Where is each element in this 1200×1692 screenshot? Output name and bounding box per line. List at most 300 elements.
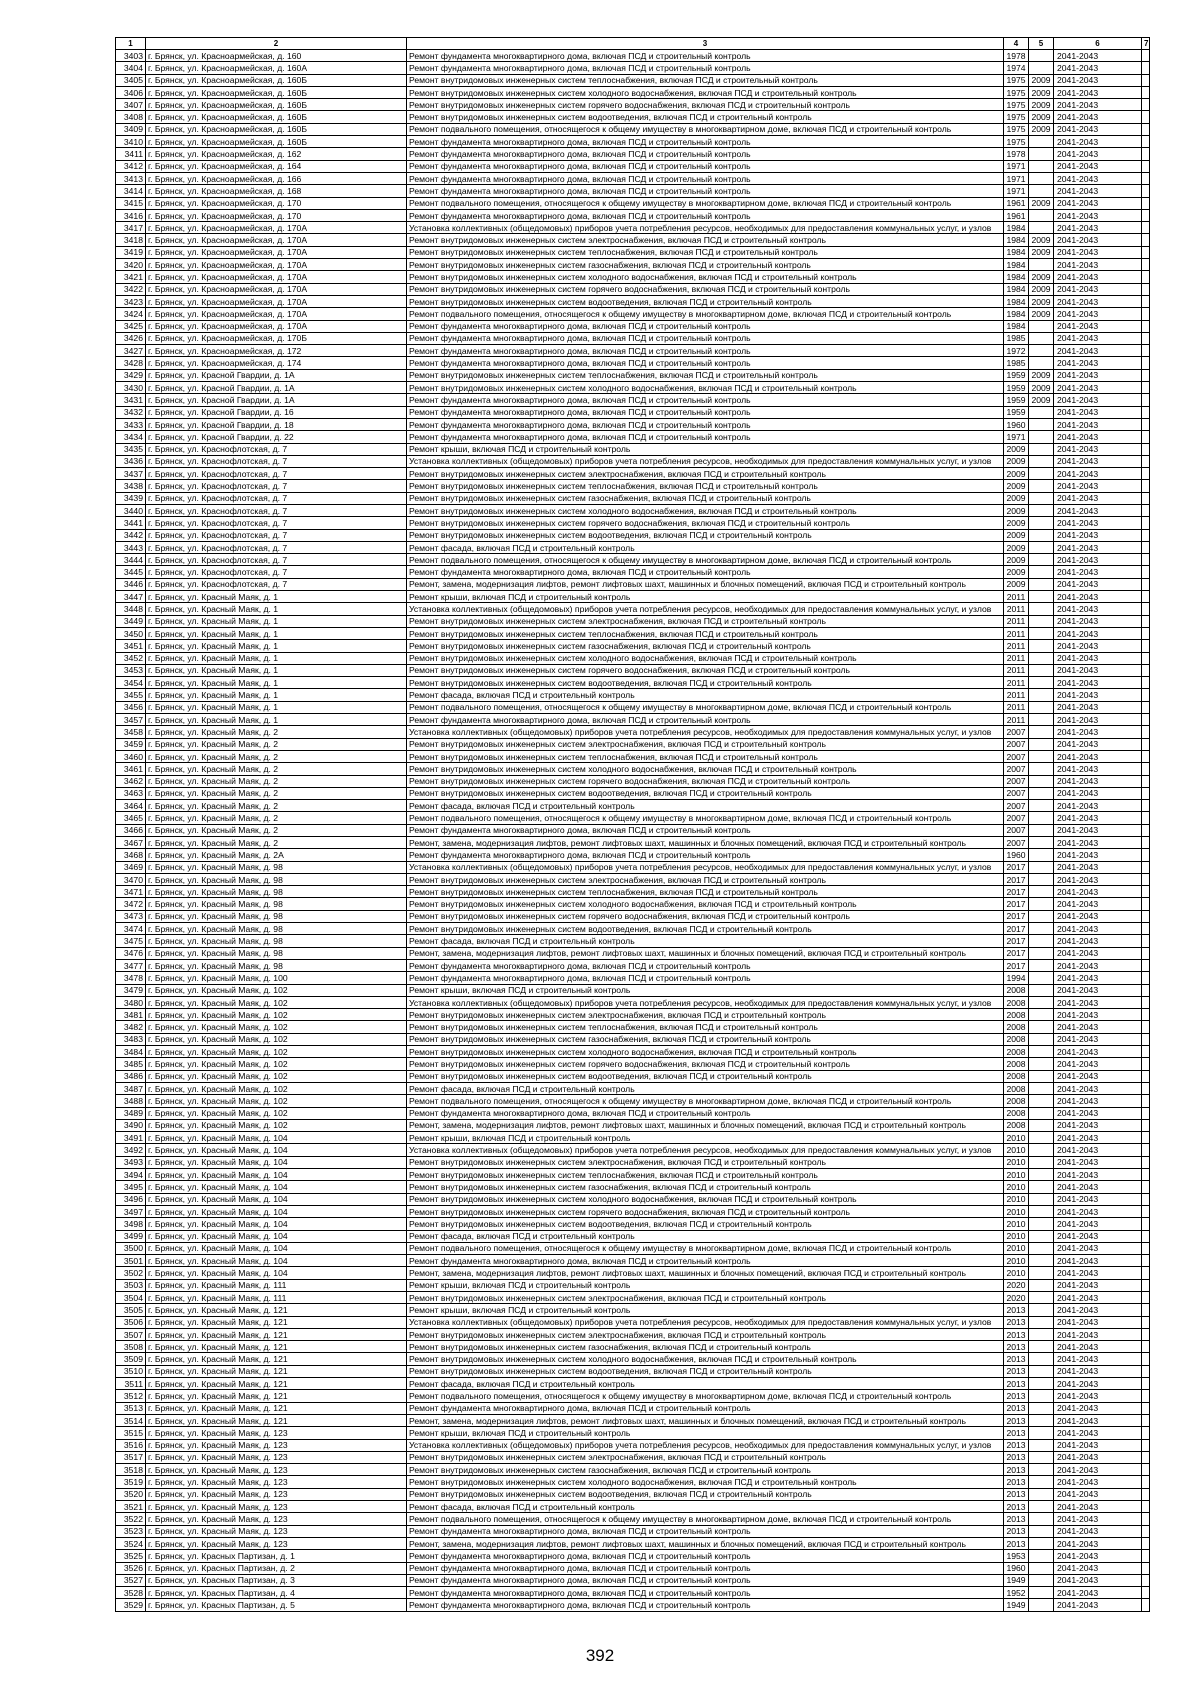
empty-cell [1142,972,1150,984]
year-repair-cell [1029,1488,1054,1500]
row-number-cell: 3528 [116,1587,146,1599]
row-number-cell: 3459 [116,738,146,750]
planned-period-cell: 2041-2043 [1054,259,1142,271]
row-number-cell: 3499 [116,1230,146,1242]
table-row [116,763,1150,775]
address-cell: г. Брянск, ул. Красный Маяк, д. 104 [146,1169,407,1181]
address-cell: г. Брянск, ул. Красный Маяк, д. 102 [146,1119,407,1131]
table-row [116,566,1150,578]
row-number-cell: 3451 [116,640,146,652]
empty-cell [1142,86,1150,98]
empty-cell [1142,197,1150,209]
year-repair-cell [1029,750,1054,762]
planned-period-cell: 2041-2043 [1054,554,1142,566]
empty-cell [1142,1550,1150,1562]
address-cell: г. Брянск, ул. Красный Маяк, д. 102 [146,1095,407,1107]
row-number-cell: 3413 [116,172,146,184]
work-type-cell: Ремонт фундамента многоквартирного дома, включая ПСД и строительный контроль [407,62,1004,74]
row-number-cell: 3527 [116,1574,146,1586]
row-number-cell: 3491 [116,1132,146,1144]
empty-cell [1142,750,1150,762]
empty-cell [1142,1033,1150,1045]
year-built-cell: 1971 [1004,185,1029,197]
col-header-2: 2 [146,38,407,50]
work-type-cell: Ремонт внутридомовых инженерных систем холодного водоснабжения, включая ПСД и строительный контроль [407,1193,1004,1205]
work-type-cell: Ремонт фундамента многоквартирного дома, включая ПСД и строительный контроль [407,332,1004,344]
col-header-4: 4 [1004,38,1029,50]
year-repair-cell [1029,1562,1054,1574]
year-repair-cell: 2009 [1029,234,1054,246]
address-cell: г. Брянск, ул. Красный Маяк, д. 104 [146,1242,407,1254]
work-type-cell: Ремонт фундамента многоквартирного дома, включая ПСД и строительный контроль [407,714,1004,726]
row-number-cell: 3466 [116,824,146,836]
year-built-cell: 2011 [1004,701,1029,713]
work-type-cell: Ремонт крыши, включая ПСД и строительный контроль [407,443,1004,455]
table-row [116,86,1150,98]
work-type-cell: Установка коллективных (общедомовых) приборов учета потребления ресурсов, необходимых для предоставления коммунальных услуг, и узлов [407,1316,1004,1328]
empty-cell [1142,873,1150,885]
address-cell: г. Брянск, ул. Красный Маяк, д. 98 [146,886,407,898]
row-number-cell: 3511 [116,1378,146,1390]
empty-cell [1142,1414,1150,1426]
row-number-cell: 3487 [116,1082,146,1094]
year-built-cell: 2017 [1004,947,1029,959]
address-cell: г. Брянск, ул. Красной Гвардии, д. 18 [146,418,407,430]
empty-cell [1142,345,1150,357]
row-number-cell: 3415 [116,197,146,209]
row-number-cell: 3464 [116,800,146,812]
year-repair-cell [1029,578,1054,590]
planned-period-cell: 2041-2043 [1054,123,1142,135]
empty-cell [1142,1205,1150,1217]
year-built-cell: 2011 [1004,603,1029,615]
row-number-cell: 3430 [116,382,146,394]
empty-cell [1142,554,1150,566]
address-cell: г. Брянск, ул. Красный Маяк, д. 1 [146,701,407,713]
planned-period-cell: 2041-2043 [1054,209,1142,221]
planned-period-cell: 2041-2043 [1054,627,1142,639]
empty-cell [1142,898,1150,910]
work-type-cell: Ремонт подвального помещения, относящегося к общему имуществу в многоквартирном доме, включая ПСД и строительный контроль [407,1095,1004,1107]
table-row [116,1070,1150,1082]
year-built-cell: 2013 [1004,1476,1029,1488]
row-number-cell: 3443 [116,541,146,553]
planned-period-cell: 2041-2043 [1054,615,1142,627]
year-repair-cell [1029,1451,1054,1463]
empty-cell [1142,541,1150,553]
address-cell: г. Брянск, ул. Красный Маяк, д. 102 [146,1058,407,1070]
table-row [116,1144,1150,1156]
year-repair-cell [1029,1082,1054,1094]
row-number-cell: 3442 [116,529,146,541]
year-built-cell: 2020 [1004,1291,1029,1303]
work-type-cell: Ремонт внутридомовых инженерных систем водоотведения, включая ПСД и строительный контроль [407,529,1004,541]
planned-period-cell: 2041-2043 [1054,824,1142,836]
planned-period-cell: 2041-2043 [1054,1291,1142,1303]
empty-cell [1142,1365,1150,1377]
empty-cell [1142,74,1150,86]
row-number-cell: 3488 [116,1095,146,1107]
work-type-cell: Ремонт, замена, модернизация лифтов, ремонт лифтовых шахт, машинных и блочных помещений, включая ПСД и строительный контроль [407,837,1004,849]
year-built-cell: 2011 [1004,615,1029,627]
planned-period-cell: 2041-2043 [1054,750,1142,762]
year-repair-cell [1029,1525,1054,1537]
address-cell: г. Брянск, ул. Красный Маяк, д. 1 [146,640,407,652]
row-number-cell: 3524 [116,1537,146,1549]
table-row [116,996,1150,1008]
table-row [116,1033,1150,1045]
work-type-cell: Ремонт внутридомовых инженерных систем горячего водоснабжения, включая ПСД и строительный контроль [407,1205,1004,1217]
year-repair-cell [1029,1402,1054,1414]
empty-cell [1142,1242,1150,1254]
empty-cell [1142,382,1150,394]
year-built-cell: 2013 [1004,1378,1029,1390]
address-cell: г. Брянск, ул. Красных Партизан, д. 5 [146,1599,407,1611]
row-number-cell: 3517 [116,1451,146,1463]
work-type-cell: Ремонт подвального помещения, относящегося к общему имуществу в многоквартирном доме, включая ПСД и строительный контроль [407,812,1004,824]
year-repair-cell [1029,1242,1054,1254]
address-cell: г. Брянск, ул. Красноармейская, д. 170А [146,222,407,234]
planned-period-cell: 2041-2043 [1054,1046,1142,1058]
table-row [116,861,1150,873]
year-repair-cell [1029,1058,1054,1070]
address-cell: г. Брянск, ул. Красный Маяк, д. 1 [146,689,407,701]
planned-period-cell: 2041-2043 [1054,160,1142,172]
planned-period-cell: 2041-2043 [1054,935,1142,947]
planned-period-cell: 2041-2043 [1054,763,1142,775]
table-row [116,541,1150,553]
work-type-cell: Ремонт фундамента многоквартирного дома, включая ПСД и строительный контроль [407,357,1004,369]
empty-cell [1142,1562,1150,1574]
empty-cell [1142,1193,1150,1205]
planned-period-cell: 2041-2043 [1054,468,1142,480]
empty-cell [1142,1599,1150,1611]
year-repair-cell [1029,1009,1054,1021]
year-built-cell: 2008 [1004,1082,1029,1094]
planned-period-cell: 2041-2043 [1054,1476,1142,1488]
planned-period-cell: 2041-2043 [1054,295,1142,307]
row-number-cell: 3426 [116,332,146,344]
address-cell: г. Брянск, ул. Красный Маяк, д. 2 [146,812,407,824]
address-cell: г. Брянск, ул. Красноармейская, д. 160Б [146,86,407,98]
table-row [116,345,1150,357]
address-cell: г. Брянск, ул. Красноармейская, д. 170А [146,295,407,307]
work-type-cell: Ремонт крыши, включая ПСД и строительный контроль [407,591,1004,603]
empty-cell [1142,714,1150,726]
year-built-cell: 2010 [1004,1267,1029,1279]
row-number-cell: 3502 [116,1267,146,1279]
empty-cell [1142,1255,1150,1267]
year-repair-cell [1029,1107,1054,1119]
empty-cell [1142,824,1150,836]
address-cell: г. Брянск, ул. Красный Маяк, д. 104 [146,1267,407,1279]
address-cell: г. Брянск, ул. Красный Маяк, д. 102 [146,1107,407,1119]
year-built-cell: 2007 [1004,775,1029,787]
year-built-cell: 2009 [1004,468,1029,480]
year-built-cell: 2011 [1004,677,1029,689]
row-number-cell: 3492 [116,1144,146,1156]
year-built-cell: 1994 [1004,972,1029,984]
address-cell: г. Брянск, ул. Красный Маяк, д. 123 [146,1464,407,1476]
work-type-cell: Ремонт внутридомовых инженерных систем электроснабжения, включая ПСД и строительный контроль [407,1291,1004,1303]
year-built-cell: 1984 [1004,271,1029,283]
year-built-cell: 2020 [1004,1279,1029,1291]
planned-period-cell: 2041-2043 [1054,1587,1142,1599]
year-built-cell: 1959 [1004,369,1029,381]
table-row [116,1451,1150,1463]
empty-cell [1142,787,1150,799]
work-type-cell: Ремонт фундамента многоквартирного дома, включая ПСД и строительный контроль [407,1574,1004,1586]
year-repair-cell [1029,1095,1054,1107]
table-row [116,578,1150,590]
year-built-cell: 1984 [1004,234,1029,246]
empty-cell [1142,1218,1150,1230]
row-number-cell: 3523 [116,1525,146,1537]
planned-period-cell: 2041-2043 [1054,62,1142,74]
table-row [116,849,1150,861]
year-built-cell: 2007 [1004,800,1029,812]
planned-period-cell: 2041-2043 [1054,406,1142,418]
work-type-cell: Установка коллективных (общедомовых) приборов учета потребления ресурсов, необходимых для предоставления коммунальных услуг, и узлов [407,1439,1004,1451]
empty-cell [1142,677,1150,689]
year-built-cell: 2010 [1004,1230,1029,1242]
planned-period-cell: 2041-2043 [1054,111,1142,123]
year-built-cell: 2013 [1004,1525,1029,1537]
planned-period-cell: 2041-2043 [1054,1427,1142,1439]
planned-period-cell: 2041-2043 [1054,566,1142,578]
row-number-cell: 3421 [116,271,146,283]
row-number-cell: 3506 [116,1316,146,1328]
address-cell: г. Брянск, ул. Красный Маяк, д. 104 [146,1156,407,1168]
table-row [116,714,1150,726]
address-cell: г. Брянск, ул. Красный Маяк, д. 2 [146,787,407,799]
address-cell: г. Брянск, ул. Краснофлотская, д. 7 [146,455,407,467]
table-row [116,320,1150,332]
empty-cell [1142,283,1150,295]
table-row [116,382,1150,394]
empty-cell [1142,1058,1150,1070]
planned-period-cell: 2041-2043 [1054,197,1142,209]
col-header-5: 5 [1029,38,1054,50]
year-built-cell: 2010 [1004,1181,1029,1193]
table-row [116,898,1150,910]
year-repair-cell [1029,812,1054,824]
address-cell: г. Брянск, ул. Красный Маяк, д. 121 [146,1353,407,1365]
empty-cell [1142,910,1150,922]
planned-period-cell: 2041-2043 [1054,677,1142,689]
address-cell: г. Брянск, ул. Красноармейская, д. 170А [146,283,407,295]
row-number-cell: 3469 [116,861,146,873]
year-built-cell: 1975 [1004,123,1029,135]
year-repair-cell [1029,455,1054,467]
table-row [116,886,1150,898]
year-repair-cell [1029,849,1054,861]
address-cell: г. Брянск, ул. Красный Маяк, д. 104 [146,1218,407,1230]
empty-cell [1142,1156,1150,1168]
year-repair-cell: 2009 [1029,369,1054,381]
table-body [116,50,1150,1612]
year-repair-cell [1029,1464,1054,1476]
table-row [116,1537,1150,1549]
table-row [116,1341,1150,1353]
empty-cell [1142,923,1150,935]
program-table-container [115,37,1149,1612]
empty-cell [1142,1476,1150,1488]
table-row [116,197,1150,209]
work-type-cell: Ремонт, замена, модернизация лифтов, ремонт лифтовых шахт, машинных и блочных помещений, включая ПСД и строительный контроль [407,1537,1004,1549]
table-row [116,1550,1150,1562]
address-cell: г. Брянск, ул. Красный Маяк, д. 1 [146,603,407,615]
year-repair-cell [1029,1279,1054,1291]
planned-period-cell: 2041-2043 [1054,492,1142,504]
row-number-cell: 3441 [116,517,146,529]
table-row [116,172,1150,184]
row-number-cell: 3409 [116,123,146,135]
year-repair-cell [1029,959,1054,971]
year-built-cell: 2008 [1004,1058,1029,1070]
table-row [116,935,1150,947]
year-built-cell: 1959 [1004,394,1029,406]
year-repair-cell [1029,886,1054,898]
empty-cell [1142,357,1150,369]
year-repair-cell [1029,1599,1054,1611]
planned-period-cell: 2041-2043 [1054,1193,1142,1205]
table-row [116,1365,1150,1377]
work-type-cell: Ремонт внутридомовых инженерных систем холодного водоснабжения, включая ПСД и строительный контроль [407,1046,1004,1058]
year-repair-cell [1029,517,1054,529]
planned-period-cell: 2041-2043 [1054,1181,1142,1193]
col-header-3: 3 [407,38,1004,50]
year-built-cell: 2013 [1004,1353,1029,1365]
table-row [116,480,1150,492]
planned-period-cell: 2041-2043 [1054,1205,1142,1217]
work-type-cell: Ремонт внутридомовых инженерных систем теплоснабжения, включая ПСД и строительный контроль [407,1021,1004,1033]
year-built-cell: 2013 [1004,1537,1029,1549]
table-row [116,824,1150,836]
row-number-cell: 3423 [116,295,146,307]
planned-period-cell: 2041-2043 [1054,1537,1142,1549]
work-type-cell: Ремонт фундамента многоквартирного дома, включая ПСД и строительный контроль [407,849,1004,861]
year-built-cell: 2007 [1004,738,1029,750]
work-type-cell: Ремонт фундамента многоквартирного дома, включая ПСД и строительный контроль [407,136,1004,148]
address-cell: г. Брянск, ул. Красный Маяк, д. 2 [146,800,407,812]
year-repair-cell [1029,1156,1054,1168]
year-built-cell: 1961 [1004,209,1029,221]
year-repair-cell [1029,1119,1054,1131]
planned-period-cell: 2041-2043 [1054,996,1142,1008]
address-cell: г. Брянск, ул. Красный Маяк, д. 104 [146,1205,407,1217]
year-built-cell: 2010 [1004,1255,1029,1267]
planned-period-cell: 2041-2043 [1054,886,1142,898]
year-repair-cell [1029,529,1054,541]
table-row [116,812,1150,824]
empty-cell [1142,861,1150,873]
empty-cell [1142,418,1150,430]
empty-cell [1142,812,1150,824]
row-number-cell: 3476 [116,947,146,959]
work-type-cell: Ремонт крыши, включая ПСД и строительный контроль [407,984,1004,996]
table-row [116,1082,1150,1094]
table-row [116,62,1150,74]
empty-cell [1142,1341,1150,1353]
row-number-cell: 3427 [116,345,146,357]
row-number-cell: 3519 [116,1476,146,1488]
work-type-cell: Ремонт фундамента многоквартирного дома, включая ПСД и строительный контроль [407,50,1004,62]
year-repair-cell [1029,615,1054,627]
year-repair-cell [1029,172,1054,184]
work-type-cell: Ремонт внутридомовых инженерных систем теплоснабжения, включая ПСД и строительный контроль [407,246,1004,258]
address-cell: г. Брянск, ул. Красный Маяк, д. 1 [146,615,407,627]
address-cell: г. Брянск, ул. Красный Маяк, д. 104 [146,1193,407,1205]
year-built-cell: 2007 [1004,763,1029,775]
work-type-cell: Ремонт внутридомовых инженерных систем горячего водоснабжения, включая ПСД и строительный контроль [407,1058,1004,1070]
row-number-cell: 3475 [116,935,146,947]
work-type-cell: Ремонт фундамента многоквартирного дома, включая ПСД и строительный контроль [407,1255,1004,1267]
year-repair-cell [1029,492,1054,504]
work-type-cell: Ремонт фундамента многоквартирного дома, включая ПСД и строительный контроль [407,1599,1004,1611]
planned-period-cell: 2041-2043 [1054,541,1142,553]
year-built-cell: 1953 [1004,1550,1029,1562]
work-type-cell: Ремонт фундамента многоквартирного дома, включая ПСД и строительный контроль [407,824,1004,836]
year-repair-cell [1029,1439,1054,1451]
table-row [116,1132,1150,1144]
table-row [116,222,1150,234]
row-number-cell: 3419 [116,246,146,258]
row-number-cell: 3408 [116,111,146,123]
year-repair-cell: 2009 [1029,86,1054,98]
row-number-cell: 3420 [116,259,146,271]
year-built-cell: 2011 [1004,591,1029,603]
year-built-cell: 1975 [1004,136,1029,148]
planned-period-cell: 2041-2043 [1054,591,1142,603]
year-repair-cell [1029,824,1054,836]
planned-period-cell: 2041-2043 [1054,1316,1142,1328]
table-row [116,1599,1150,1611]
year-built-cell: 2013 [1004,1427,1029,1439]
work-type-cell: Ремонт внутридомовых инженерных систем водоотведения, включая ПСД и строительный контроль [407,1218,1004,1230]
row-number-cell: 3494 [116,1169,146,1181]
work-type-cell: Ремонт подвального помещения, относящегося к общему имуществу в многоквартирном доме, включая ПСД и строительный контроль [407,554,1004,566]
row-number-cell: 3477 [116,959,146,971]
planned-period-cell: 2041-2043 [1054,185,1142,197]
planned-period-cell: 2041-2043 [1054,1390,1142,1402]
table-row [116,1095,1150,1107]
table-row [116,1058,1150,1070]
empty-cell [1142,136,1150,148]
empty-cell [1142,1095,1150,1107]
year-repair-cell [1029,1328,1054,1340]
year-built-cell: 2013 [1004,1414,1029,1426]
empty-cell [1142,1328,1150,1340]
address-cell: г. Брянск, ул. Красный Маяк, д. 2 [146,750,407,762]
address-cell: г. Брянск, ул. Краснофлотская, д. 7 [146,443,407,455]
empty-cell [1142,529,1150,541]
table-row [116,591,1150,603]
table-row [116,1390,1150,1402]
year-repair-cell [1029,714,1054,726]
year-built-cell: 2011 [1004,652,1029,664]
empty-cell [1142,996,1150,1008]
table-row [116,74,1150,86]
year-repair-cell [1029,701,1054,713]
row-number-cell: 3404 [116,62,146,74]
planned-period-cell: 2041-2043 [1054,308,1142,320]
row-number-cell: 3503 [116,1279,146,1291]
year-built-cell: 1975 [1004,86,1029,98]
year-repair-cell [1029,1513,1054,1525]
work-type-cell: Ремонт внутридомовых инженерных систем электроснабжения, включая ПСД и строительный контроль [407,873,1004,885]
address-cell: г. Брянск, ул. Красный Маяк, д. 1 [146,677,407,689]
